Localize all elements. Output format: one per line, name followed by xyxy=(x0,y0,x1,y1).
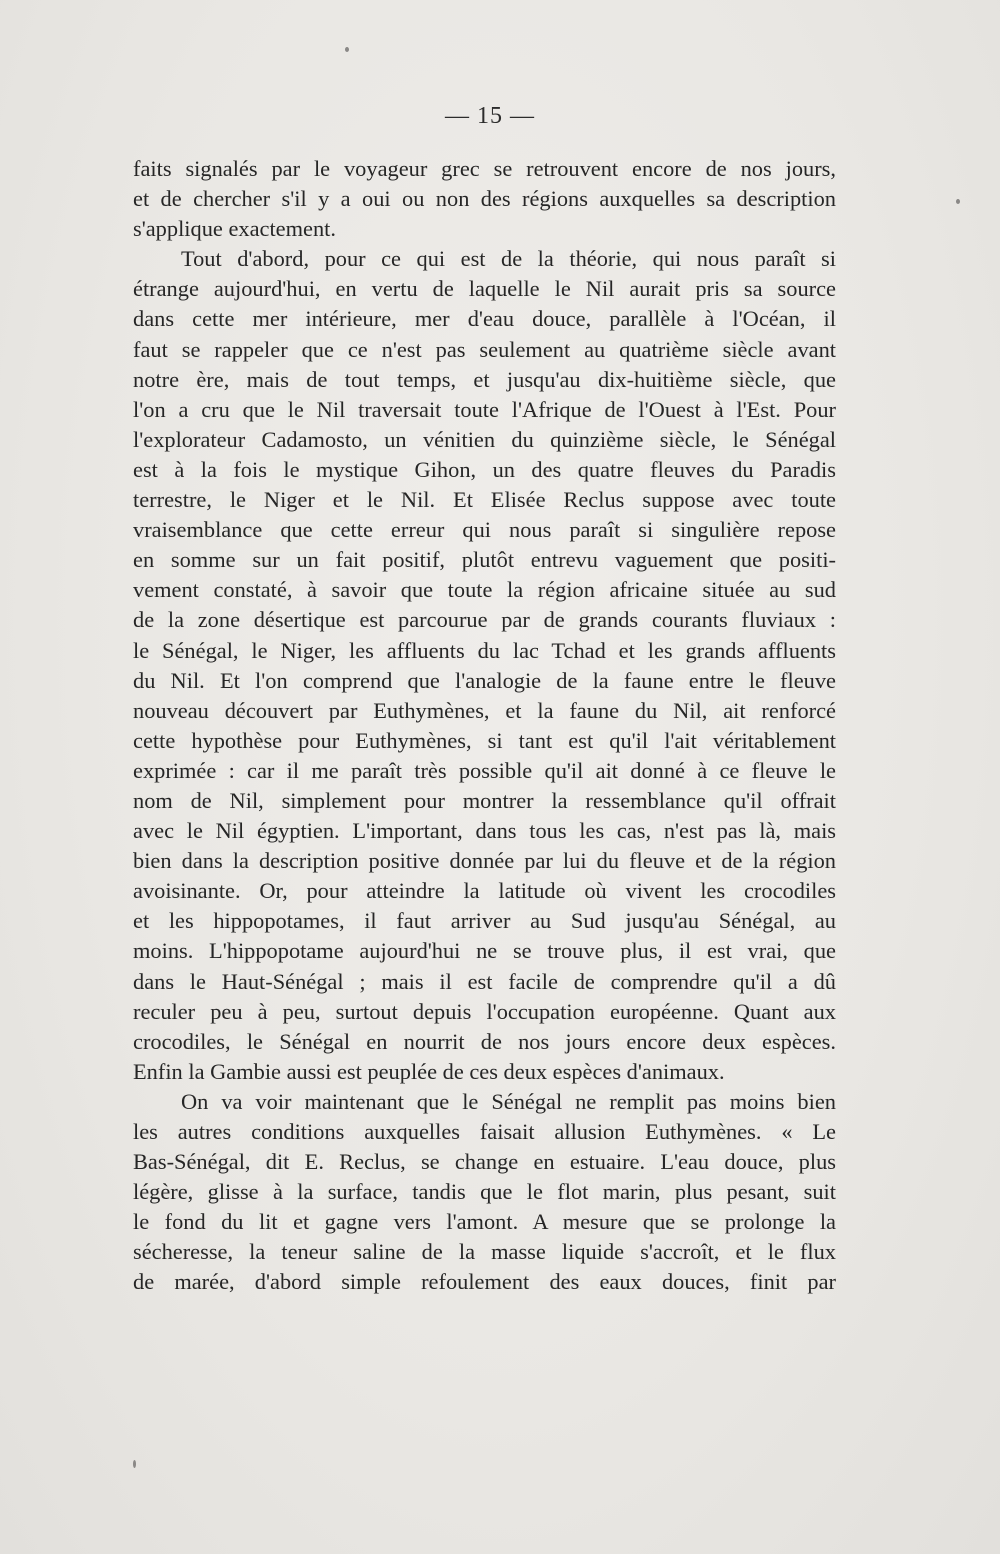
text-line: Tout d'abord, pour ce qui est de la théorie, qui nous paraît si xyxy=(181,246,836,272)
text-line: bien dans la description positive donnée par lui du fleuve et de la région xyxy=(133,848,836,874)
text-line: de marée, d'abord simple refoulement des eaux douces, finit par xyxy=(133,1269,836,1295)
text-line: étrange aujourd'hui, en vertu de laquelle le Nil aurait pris sa source xyxy=(133,276,836,302)
text-line: reculer peu à peu, surtout depuis l'occupation européenne. Quant aux xyxy=(133,998,836,1024)
text-line: nom de Nil, simplement pour montrer la ressemblance qu'il offrait xyxy=(133,787,836,813)
text-line: vement constaté, à savoir que toute la région africaine située au sud xyxy=(133,577,836,603)
scan-speck xyxy=(133,1460,136,1468)
text-line: terrestre, le Niger et le Nil. Et Elisée Reclus suppose avec toute xyxy=(133,487,836,513)
text-line: le fond du lit et gagne vers l'amont. A mesure que se prolonge la xyxy=(133,1209,836,1235)
text-line: notre ère, mais de tout temps, et jusqu'au dix-huitième siècle, que xyxy=(133,366,836,392)
text-line: légère, glisse à la surface, tandis que le flot marin, plus pesant, suit xyxy=(133,1179,836,1205)
text-line: avoisinante. Or, pour atteindre la latitude où vivent les crocodiles xyxy=(133,878,836,904)
text-line: et les hippopotames, il faut arriver au Sud jusqu'au Sénégal, au xyxy=(133,908,836,934)
text-line: le Sénégal, le Niger, les affluents du lac Tchad et les grands affluents xyxy=(133,637,836,663)
text-line: s'applique exactement. xyxy=(133,216,336,242)
text-line: cette hypothèse pour Euthymènes, si tant est qu'il l'ait véritablement xyxy=(133,727,836,753)
text-line: Bas-Sénégal, dit E. Reclus, se change en estuaire. L'eau douce, plus xyxy=(133,1149,836,1175)
text-line: crocodiles, le Sénégal en nourrit de nos jours encore deux espèces. xyxy=(133,1028,836,1054)
text-line: faits signalés par le voyageur grec se retrouvent encore de nos jours, xyxy=(133,156,836,181)
text-line: et de chercher s'il y a oui ou non des régions auxquelles sa description xyxy=(133,186,836,212)
body-text xyxy=(133,154,836,1298)
text-line: les autres conditions auxquelles faisait allusion Euthymènes. « Le xyxy=(133,1119,836,1144)
text-line: faut se rappeler que ce n'est pas seulement au quatrième siècle avant xyxy=(133,336,836,362)
text-line: avec le Nil égyptien. L'important, dans tous les cas, n'est pas là, mais xyxy=(133,818,836,844)
text-line: vraisemblance que cette erreur qui nous paraît si singulière repose xyxy=(133,517,836,543)
text-line: est à la fois le mystique Gihon, un des quatre fleuves du Paradis xyxy=(133,456,836,482)
text-line: dans le Haut-Sénégal ; mais il est facile de comprendre qu'il a dû xyxy=(133,968,836,994)
text-line: Enfin la Gambie aussi est peuplée de ces deux espèces d'animaux. xyxy=(133,1058,725,1084)
text-line: en somme sur un fait positif, plutôt entrevu vaguement que positi- xyxy=(133,547,836,573)
text-line: sécheresse, la teneur saline de la masse liquide s'accroît, et le flux xyxy=(133,1239,836,1265)
scan-speck xyxy=(345,47,349,52)
text-line: nouveau découvert par Euthymènes, et la faune du Nil, ait renforcé xyxy=(133,697,836,723)
text-line: dans cette mer intérieure, mer d'eau douce, parallèle à l'Océan, il xyxy=(133,306,836,332)
text-line: l'on a cru que le Nil traversait toute l'Afrique de l'Ouest à l'Est. Pour xyxy=(133,396,836,422)
text-line: On va voir maintenant que le Sénégal ne remplit pas moins bien xyxy=(181,1088,836,1114)
text-line: de la zone désertique est parcourue par de grands courants fluviaux : xyxy=(133,607,836,633)
page-number: — 15 — xyxy=(445,103,535,129)
text-line: exprimée : car il me paraît très possible qu'il ait donné à ce fleuve le xyxy=(133,757,836,783)
scan-speck xyxy=(956,199,960,204)
text-line: du Nil. Et l'on comprend que l'analogie de la faune entre le fleuve xyxy=(133,667,836,693)
text-line: l'explorateur Cadamosto, un vénitien du quinzième siècle, le Sénégal xyxy=(133,426,836,452)
text-line: moins. L'hippopotame aujourd'hui ne se trouve plus, il est vrai, que xyxy=(133,938,836,964)
